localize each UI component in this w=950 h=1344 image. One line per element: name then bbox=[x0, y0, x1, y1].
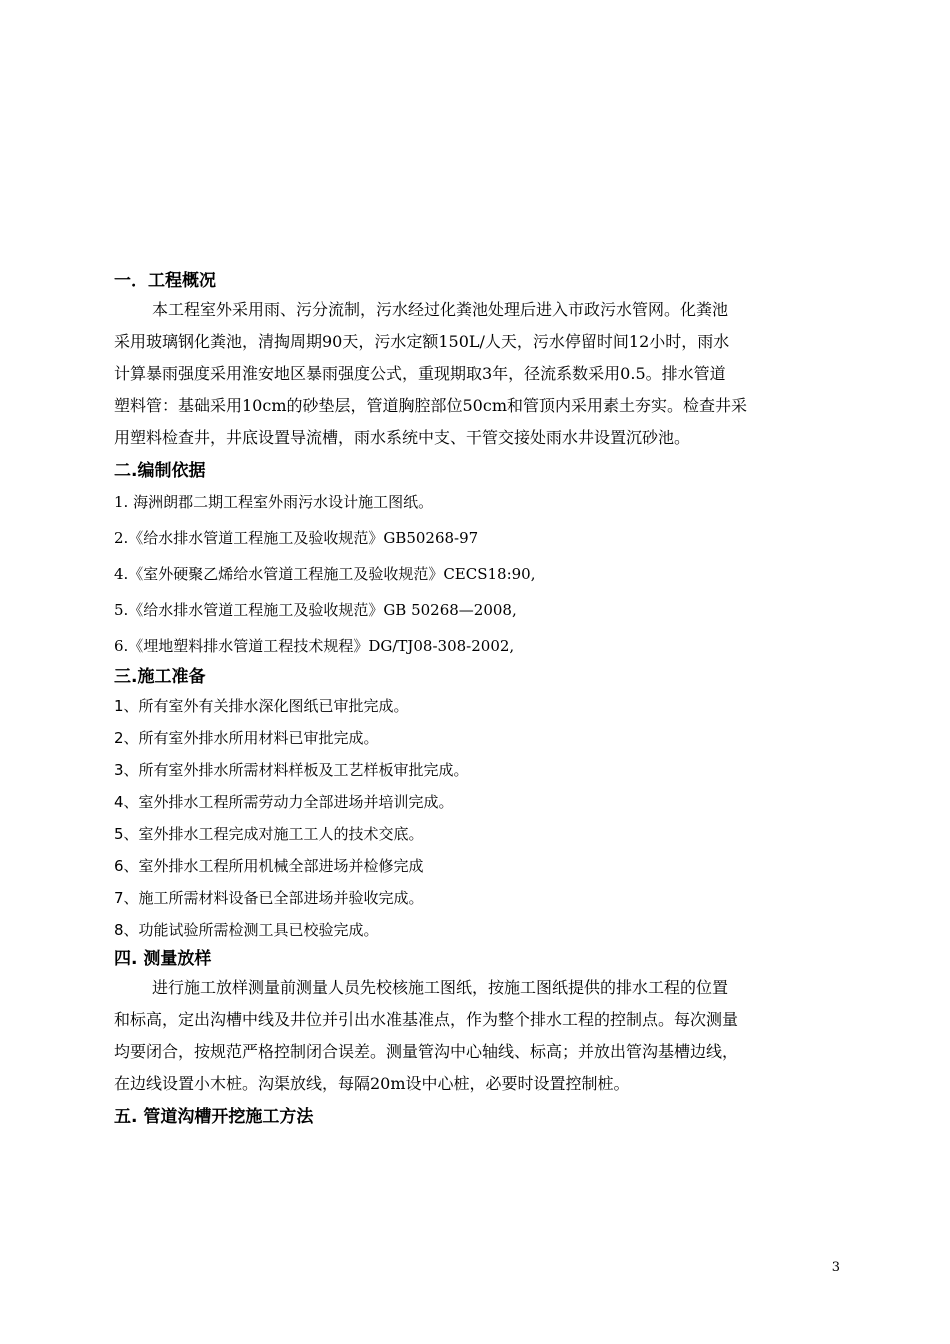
paragraph-line: 用塑料检查井，井底设置导流槽，雨水系统中支、干管交接处雨水井设置沉砂池。 bbox=[114, 428, 691, 447]
section-heading-preparation: 三.施工准备 bbox=[114, 667, 206, 687]
paragraph-line: 和标高，定出沟槽中线及井位并引出水准基准点，作为整个排水工程的控制点。每次测量 bbox=[114, 1010, 739, 1029]
paragraph-line: 采用玻璃钢化粪池，清掏周期90天，污水定额150L/人天，污水停留时间12小时，雨水 bbox=[114, 332, 730, 351]
page-number: 3 bbox=[831, 1260, 840, 1275]
section-trench bbox=[114, 1104, 838, 1130]
paragraph-line: 本工程室外采用雨、污分流制，污水经过化粪池处理后进入市政污水管网。化粪池 bbox=[152, 300, 729, 319]
preparation-item: 5、室外排水工程完成对施工工人的技术交底。 bbox=[114, 825, 424, 843]
paragraph-line: 塑料管：基础采用10cm的砂垫层，管道胸腔部位50cm和管顶内采用素土夯实。检查井采 bbox=[114, 396, 747, 415]
section-overview bbox=[114, 268, 838, 454]
reference-item: 6.《埋地塑料排水管道工程技术规程》DG/TJ08-308-2002, bbox=[114, 637, 515, 655]
section-survey bbox=[114, 946, 838, 1100]
preparation-item: 4、室外排水工程所需劳动力全部进场并培训完成。 bbox=[114, 793, 454, 811]
reference-item: 4.《室外硬聚乙烯给水管道工程施工及验收规范》CECS18:90, bbox=[114, 565, 536, 583]
preparation-item: 6、室外排水工程所用机械全部进场并检修完成 bbox=[114, 857, 424, 875]
paragraph-line: 进行施工放样测量前测量人员先校核施工图纸，按施工图纸提供的排水工程的位置 bbox=[152, 978, 729, 997]
section-heading-survey: 四. 测量放样 bbox=[114, 949, 212, 969]
section-heading-trench: 五. 管道沟槽开挖施工方法 bbox=[114, 1107, 314, 1127]
paragraph-line: 计算暴雨强度采用淮安地区暴雨强度公式，重现期取3年，径流系数采用0.5。排水管道 bbox=[114, 364, 726, 383]
survey-paragraph bbox=[114, 972, 838, 1100]
section-preparation bbox=[114, 664, 838, 946]
reference-item: 2.《给水排水管道工程施工及验收规范》GB50268-97 bbox=[114, 529, 479, 547]
preparation-item: 8、功能试验所需检测工具已校验完成。 bbox=[114, 921, 379, 939]
preparation-item: 2、所有室外排水所用材料已审批完成。 bbox=[114, 729, 379, 747]
section-heading-overview: 一．工程概况 bbox=[114, 271, 216, 291]
section-heading-basis: 二.编制依据 bbox=[114, 461, 206, 481]
paragraph-line: 在边线设置小木桩。沟渠放线，每隔20m设中心桩，必要时设置控制桩。 bbox=[114, 1074, 630, 1093]
document-body bbox=[114, 268, 838, 1130]
reference-item: 5.《给水排水管道工程施工及验收规范》GB 50268—2008, bbox=[114, 601, 517, 619]
preparation-item: 1、所有室外有关排水深化图纸已审批完成。 bbox=[114, 697, 409, 715]
reference-item: 1. 海洲朗郡二期工程室外雨污水设计施工图纸。 bbox=[114, 493, 434, 511]
overview-paragraph bbox=[114, 294, 838, 454]
section-basis bbox=[114, 458, 838, 664]
preparation-item: 3、所有室外排水所需材料样板及工艺样板审批完成。 bbox=[114, 761, 469, 779]
preparation-item: 7、施工所需材料设备已全部进场并验收完成。 bbox=[114, 889, 424, 907]
paragraph-line: 均要闭合，按规范严格控制闭合误差。测量管沟中心轴线、标高；并放出管沟基槽边线， bbox=[114, 1042, 739, 1061]
